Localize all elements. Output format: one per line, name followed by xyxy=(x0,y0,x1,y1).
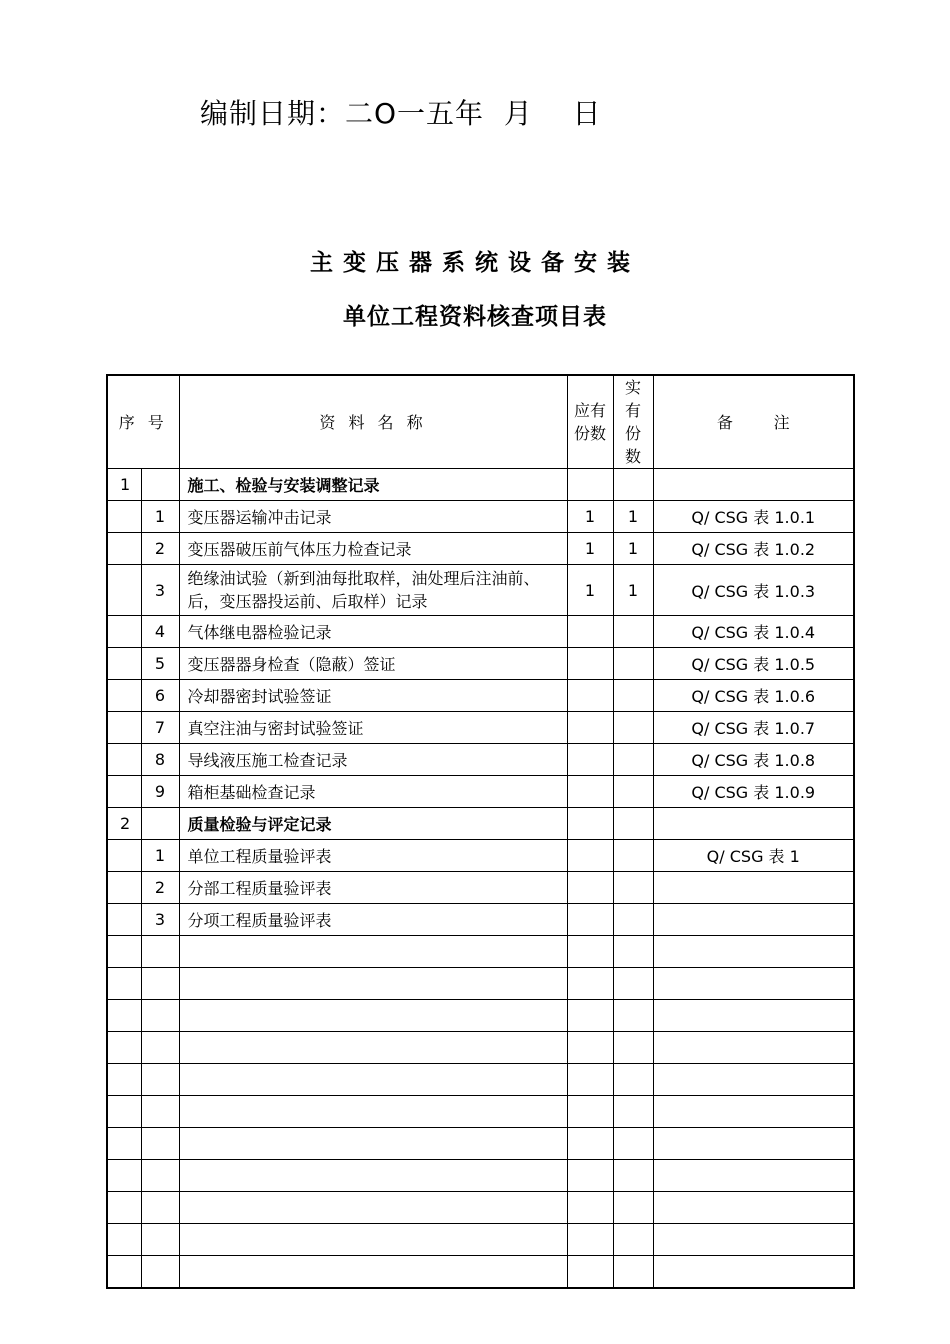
cell-document-name: 绝缘油试验（新到油每批取样，油处理后注油前、后，变压器投运前、后取样）记录 xyxy=(179,565,567,616)
table-row xyxy=(107,1032,854,1064)
cell-document-name: 变压器运输冲击记录 xyxy=(179,501,567,533)
cell-actual-copies xyxy=(613,469,653,501)
table-row xyxy=(107,565,854,616)
cell-actual-copies xyxy=(613,1192,653,1224)
cell-section-number xyxy=(107,1064,141,1096)
document-title: 主变压器系统设备安装 xyxy=(310,250,640,276)
compile-date: 编制日期：二O一五年 月 日 xyxy=(200,97,602,130)
cell-document-name: 气体继电器检验记录 xyxy=(179,616,567,648)
cell-section-number xyxy=(107,776,141,808)
cell-section-number xyxy=(107,1000,141,1032)
cell-item-number xyxy=(141,1192,179,1224)
cell-remark xyxy=(653,1032,854,1064)
cell-section-number xyxy=(107,1096,141,1128)
cell-remark xyxy=(653,1224,854,1256)
cell-document-name xyxy=(179,1192,567,1224)
cell-expected-copies xyxy=(567,1000,613,1032)
cell-document-name: 单位工程质量验评表 xyxy=(179,840,567,872)
table-row xyxy=(107,616,854,648)
cell-actual-copies xyxy=(613,936,653,968)
cell-item-number xyxy=(141,1096,179,1128)
cell-remark xyxy=(653,1192,854,1224)
header-name: 资 料 名 称 xyxy=(179,375,567,469)
cell-section-number xyxy=(107,744,141,776)
cell-expected-copies xyxy=(567,469,613,501)
cell-item-number xyxy=(141,936,179,968)
table-row xyxy=(107,872,854,904)
cell-remark xyxy=(653,936,854,968)
cell-section-number xyxy=(107,840,141,872)
cell-section-number xyxy=(107,501,141,533)
cell-item-number: 6 xyxy=(141,680,179,712)
cell-section-number xyxy=(107,1128,141,1160)
cell-document-name xyxy=(179,1064,567,1096)
cell-actual-copies xyxy=(613,1128,653,1160)
cell-item-number xyxy=(141,1064,179,1096)
cell-section-number xyxy=(107,616,141,648)
cell-actual-copies xyxy=(613,1096,653,1128)
cell-remark xyxy=(653,968,854,1000)
cell-section-number: 1 xyxy=(107,469,141,501)
cell-item-number: 1 xyxy=(141,840,179,872)
cell-expected-copies: 1 xyxy=(567,501,613,533)
cell-remark xyxy=(653,1000,854,1032)
table-header-row xyxy=(107,375,854,469)
table-row xyxy=(107,936,854,968)
cell-remark: Q/ CSG 表 1.0.5 xyxy=(653,648,854,680)
cell-item-number: 4 xyxy=(141,616,179,648)
cell-actual-copies xyxy=(613,776,653,808)
cell-remark xyxy=(653,872,854,904)
cell-expected-copies xyxy=(567,904,613,936)
cell-section-number xyxy=(107,904,141,936)
cell-remark: Q/ CSG 表 1.0.1 xyxy=(653,501,854,533)
cell-item-number xyxy=(141,968,179,1000)
cell-remark xyxy=(653,1096,854,1128)
cell-item-number xyxy=(141,1224,179,1256)
cell-document-name: 质量检验与评定记录 xyxy=(179,808,567,840)
cell-item-number xyxy=(141,1128,179,1160)
cell-expected-copies xyxy=(567,1064,613,1096)
header-seq: 序 号 xyxy=(107,375,179,469)
cell-actual-copies xyxy=(613,808,653,840)
cell-actual-copies xyxy=(613,1032,653,1064)
cell-document-name: 箱柜基础检查记录 xyxy=(179,776,567,808)
table-row xyxy=(107,808,854,840)
table-row xyxy=(107,1128,854,1160)
table-row xyxy=(107,1256,854,1289)
table-row xyxy=(107,469,854,501)
table-row xyxy=(107,1000,854,1032)
cell-expected-copies xyxy=(567,1128,613,1160)
cell-section-number xyxy=(107,648,141,680)
cell-expected-copies xyxy=(567,1032,613,1064)
cell-item-number: 5 xyxy=(141,648,179,680)
cell-document-name: 分项工程质量验评表 xyxy=(179,904,567,936)
cell-expected-copies xyxy=(567,968,613,1000)
table-row xyxy=(107,1192,854,1224)
table-row xyxy=(107,1096,854,1128)
cell-actual-copies xyxy=(613,1224,653,1256)
table-row xyxy=(107,1224,854,1256)
table-row xyxy=(107,968,854,1000)
cell-expected-copies xyxy=(567,872,613,904)
cell-section-number xyxy=(107,680,141,712)
cell-item-number: 3 xyxy=(141,565,179,616)
cell-item-number xyxy=(141,1032,179,1064)
cell-expected-copies xyxy=(567,1224,613,1256)
cell-section-number xyxy=(107,1192,141,1224)
document-subtitle: 单位工程资料核查项目表 xyxy=(343,304,607,330)
cell-document-name: 施工、检验与安装调整记录 xyxy=(179,469,567,501)
cell-remark: Q/ CSG 表 1.0.9 xyxy=(653,776,854,808)
table-row xyxy=(107,712,854,744)
cell-document-name: 导线液压施工检查记录 xyxy=(179,744,567,776)
cell-section-number xyxy=(107,1032,141,1064)
cell-expected-copies xyxy=(567,840,613,872)
cell-document-name: 真空注油与密封试验签证 xyxy=(179,712,567,744)
cell-document-name xyxy=(179,1256,567,1289)
cell-item-number xyxy=(141,808,179,840)
cell-section-number xyxy=(107,1256,141,1289)
table-row xyxy=(107,904,854,936)
cell-remark xyxy=(653,1256,854,1289)
cell-actual-copies xyxy=(613,1000,653,1032)
cell-remark: Q/ CSG 表 1.0.8 xyxy=(653,744,854,776)
cell-actual-copies: 1 xyxy=(613,501,653,533)
table-row xyxy=(107,840,854,872)
cell-item-number: 7 xyxy=(141,712,179,744)
cell-expected-copies xyxy=(567,1096,613,1128)
cell-document-name xyxy=(179,1224,567,1256)
cell-remark xyxy=(653,808,854,840)
header-expected-copies: 应有份数 xyxy=(567,375,613,469)
cell-section-number xyxy=(107,872,141,904)
cell-document-name xyxy=(179,1160,567,1192)
cell-document-name xyxy=(179,1032,567,1064)
cell-section-number: 2 xyxy=(107,808,141,840)
cell-expected-copies: 1 xyxy=(567,565,613,616)
cell-actual-copies xyxy=(613,1160,653,1192)
table-row xyxy=(107,680,854,712)
cell-document-name: 变压器器身检查（隐蔽）签证 xyxy=(179,648,567,680)
cell-remark: Q/ CSG 表 1.0.7 xyxy=(653,712,854,744)
cell-remark xyxy=(653,1064,854,1096)
cell-section-number xyxy=(107,565,141,616)
cell-expected-copies xyxy=(567,808,613,840)
cell-item-number: 8 xyxy=(141,744,179,776)
cell-item-number: 9 xyxy=(141,776,179,808)
cell-expected-copies: 1 xyxy=(567,533,613,565)
cell-remark: Q/ CSG 表 1 xyxy=(653,840,854,872)
cell-remark: Q/ CSG 表 1.0.6 xyxy=(653,680,854,712)
cell-actual-copies xyxy=(613,648,653,680)
cell-actual-copies xyxy=(613,872,653,904)
cell-remark: Q/ CSG 表 1.0.3 xyxy=(653,565,854,616)
cell-document-name: 分部工程质量验评表 xyxy=(179,872,567,904)
cell-document-name xyxy=(179,1096,567,1128)
cell-remark xyxy=(653,1160,854,1192)
cell-remark xyxy=(653,469,854,501)
cell-expected-copies xyxy=(567,936,613,968)
cell-document-name xyxy=(179,1000,567,1032)
cell-expected-copies xyxy=(567,712,613,744)
cell-remark xyxy=(653,904,854,936)
inspection-items-table xyxy=(106,374,855,1289)
cell-item-number: 1 xyxy=(141,501,179,533)
table-row xyxy=(107,1160,854,1192)
cell-document-name xyxy=(179,1128,567,1160)
cell-section-number xyxy=(107,533,141,565)
cell-item-number: 2 xyxy=(141,533,179,565)
cell-item-number xyxy=(141,469,179,501)
cell-actual-copies xyxy=(613,712,653,744)
table-row xyxy=(107,776,854,808)
header-remark: 备 注 xyxy=(653,375,854,469)
cell-actual-copies xyxy=(613,680,653,712)
table-row xyxy=(107,744,854,776)
cell-expected-copies xyxy=(567,776,613,808)
cell-section-number xyxy=(107,712,141,744)
cell-section-number xyxy=(107,1224,141,1256)
cell-actual-copies: 1 xyxy=(613,533,653,565)
cell-actual-copies xyxy=(613,904,653,936)
cell-expected-copies xyxy=(567,1256,613,1289)
cell-section-number xyxy=(107,936,141,968)
cell-actual-copies xyxy=(613,1064,653,1096)
cell-item-number xyxy=(141,1160,179,1192)
cell-expected-copies xyxy=(567,616,613,648)
header-actual-copies: 实有份数 xyxy=(613,375,653,469)
cell-remark xyxy=(653,1128,854,1160)
cell-document-name xyxy=(179,936,567,968)
cell-expected-copies xyxy=(567,744,613,776)
cell-item-number: 2 xyxy=(141,872,179,904)
table-row xyxy=(107,501,854,533)
cell-actual-copies: 1 xyxy=(613,565,653,616)
cell-document-name xyxy=(179,968,567,1000)
cell-document-name: 变压器破压前气体压力检查记录 xyxy=(179,533,567,565)
table-row xyxy=(107,533,854,565)
cell-item-number xyxy=(141,1256,179,1289)
cell-actual-copies xyxy=(613,840,653,872)
cell-actual-copies xyxy=(613,616,653,648)
cell-expected-copies xyxy=(567,1160,613,1192)
cell-remark: Q/ CSG 表 1.0.4 xyxy=(653,616,854,648)
table-row xyxy=(107,648,854,680)
cell-expected-copies xyxy=(567,680,613,712)
cell-actual-copies xyxy=(613,744,653,776)
cell-item-number: 3 xyxy=(141,904,179,936)
cell-actual-copies xyxy=(613,968,653,1000)
table-row xyxy=(107,1064,854,1096)
cell-document-name: 冷却器密封试验签证 xyxy=(179,680,567,712)
cell-section-number xyxy=(107,1160,141,1192)
cell-expected-copies xyxy=(567,648,613,680)
cell-section-number xyxy=(107,968,141,1000)
cell-expected-copies xyxy=(567,1192,613,1224)
cell-remark: Q/ CSG 表 1.0.2 xyxy=(653,533,854,565)
cell-item-number xyxy=(141,1000,179,1032)
cell-actual-copies xyxy=(613,1256,653,1289)
